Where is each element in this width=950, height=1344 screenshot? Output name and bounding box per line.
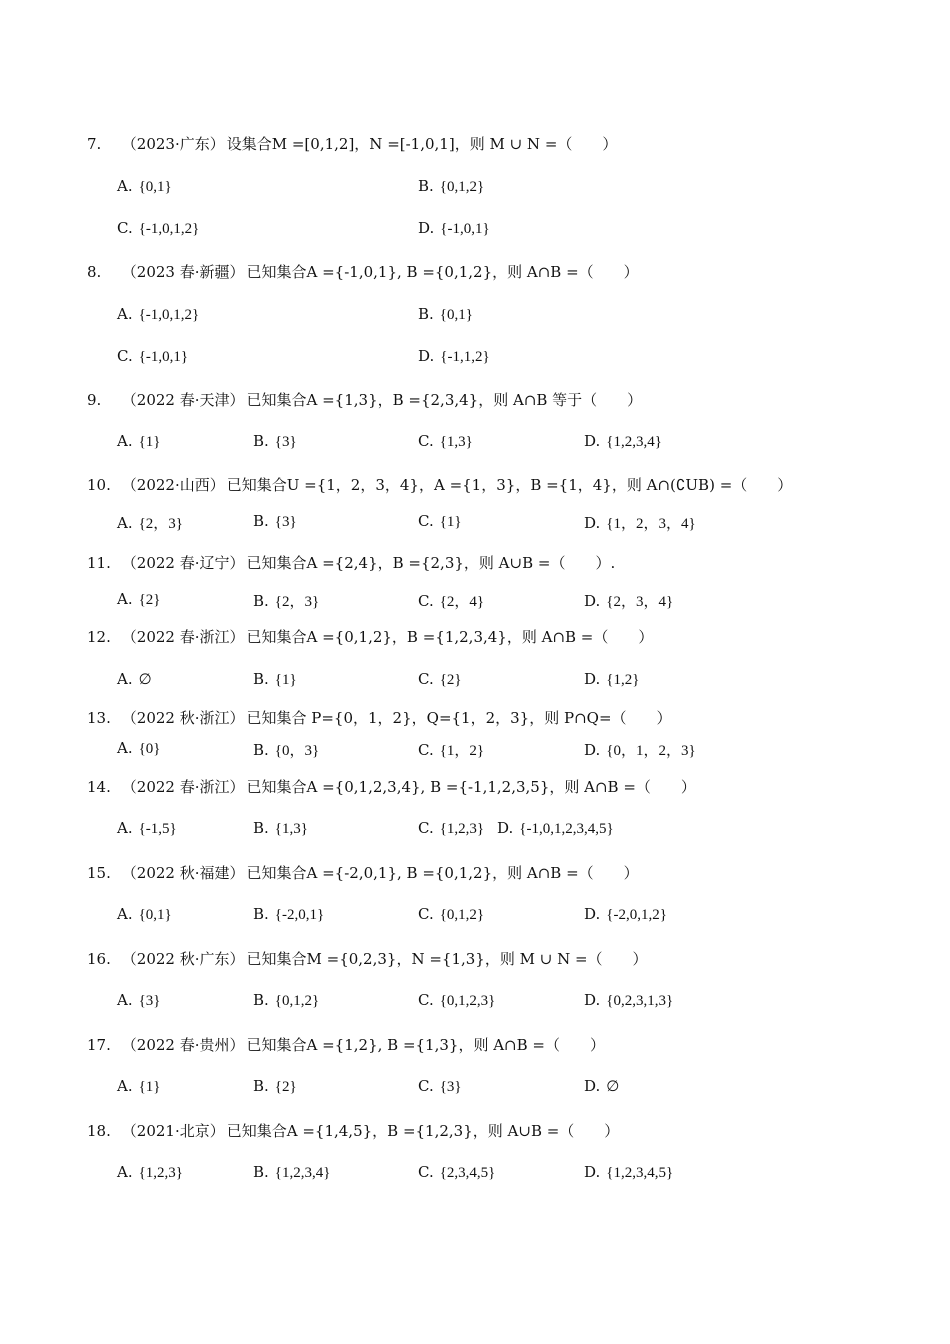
question-15 <box>87 862 639 883</box>
question-13 <box>87 707 672 728</box>
question-11 <box>87 552 615 573</box>
option-c: C. {-1,0,1,2} <box>117 219 200 237</box>
question-10 <box>87 474 792 495</box>
option-a: A. {0,1} <box>117 905 172 923</box>
question-stem: 设集合M =[0,1,2]，N =[-1,0,1]，则 M ∪ N =（ ） <box>226 135 618 153</box>
question-number: 12. <box>87 628 111 646</box>
question-stem: 已知集合 P={0，1，2}，Q={1，2，3}，则 P∩Q=（ ） <box>246 709 672 727</box>
question-stem: 已知集合M ={0,2,3}，N ={1,3}，则 M ∪ N =（ ） <box>246 950 648 968</box>
question-source: （2022 春·天津） <box>121 391 245 409</box>
question-stem: 已知集合A ={1,2}, B ={1,3}，则 A∩B =（ ） <box>246 1036 605 1054</box>
question-9 <box>87 389 642 410</box>
option-c: C. {2，4} <box>418 592 485 610</box>
question-number: 11. <box>87 554 111 572</box>
question-source: （2023·广东） <box>121 135 225 153</box>
question-number: 14. <box>87 778 111 796</box>
question-source: （2022 春·辽宁） <box>121 554 245 572</box>
option-c: C. {1,2,3} <box>418 819 485 837</box>
question-18 <box>87 1120 619 1141</box>
option-d: D. {-1,0,1} <box>418 219 490 237</box>
option-a: A. ∅ <box>117 670 152 688</box>
question-number: 8. <box>87 263 102 281</box>
option-c: C. {1} <box>418 512 462 530</box>
question-stem: 已知集合A ={2,4}，B ={2,3}，则 A∪B =（ ）. <box>246 554 616 572</box>
question-source: （2022 春·浙江） <box>121 628 245 646</box>
option-c: C. {2,3,4,5} <box>418 1163 496 1181</box>
question-number: 9. <box>87 391 102 409</box>
option-a: A. {0,1} <box>117 177 172 195</box>
question-17 <box>87 1034 605 1055</box>
option-b: B. {2，3} <box>253 592 320 610</box>
question-12 <box>87 626 653 647</box>
question-number: 18. <box>87 1122 111 1140</box>
option-d: D. {0,2,3,1,3} <box>584 991 674 1009</box>
question-source: （2021·北京） <box>121 1122 225 1140</box>
option-d: D. {-1,1,2} <box>418 347 490 365</box>
option-b: B. {3} <box>253 512 297 530</box>
question-stem: 已知集合A ={-2,0,1}, B ={0,1,2}，则 A∩B =（ ） <box>246 864 639 882</box>
option-a: A. {-1,0,1,2} <box>117 305 200 323</box>
option-a: A. {0} <box>117 739 161 757</box>
option-a: A. {2} <box>117 590 161 608</box>
question-source: （2022 秋·浙江） <box>121 709 245 727</box>
option-b: B. {0,1} <box>418 305 473 323</box>
question-16 <box>87 948 648 969</box>
option-d: D. {-1,0,1,2,3,4,5} <box>497 819 614 837</box>
question-number: 17. <box>87 1036 111 1054</box>
question-number: 16. <box>87 950 111 968</box>
question-8 <box>87 261 639 282</box>
question-stem: 已知集合A ={-1,0,1}, B ={0,1,2}，则 A∩B =（ ） <box>246 263 639 281</box>
option-b: B. {0,1,2} <box>418 177 485 195</box>
option-c: C. {2} <box>418 670 462 688</box>
option-a: A. {1} <box>117 432 161 450</box>
option-d: D. {1,2,3,4} <box>584 432 662 450</box>
option-a: A. {3} <box>117 991 161 1009</box>
option-b: B. {1} <box>253 670 297 688</box>
option-c: C. {0,1,2} <box>418 905 485 923</box>
question-source: （2022 春·浙江） <box>121 778 245 796</box>
question-number: 13. <box>87 709 111 727</box>
question-14 <box>87 776 696 797</box>
option-c: C. {-1,0,1} <box>117 347 189 365</box>
question-7 <box>87 133 617 154</box>
question-stem: 已知集合A ={0,1,2}，B ={1,2,3,4}，则 A∩B =（ ） <box>246 628 654 646</box>
option-a: A. {-1,5} <box>117 819 177 837</box>
option-b: B. {0,1,2} <box>253 991 320 1009</box>
option-b: B. {1,3} <box>253 819 308 837</box>
question-source: （2022·山西） <box>121 476 225 494</box>
question-stem: 已知集合A ={0,1,2,3,4}, B ={-1,1,2,3,5}，则 A∩B =（ ） <box>246 778 696 796</box>
option-d: D. ∅ <box>584 1077 620 1095</box>
option-c: C. {1，2} <box>418 741 485 759</box>
question-number: 7. <box>87 135 102 153</box>
option-d: D. {1,2,3,4,5} <box>584 1163 674 1181</box>
option-d: D. {0，1，2，3} <box>584 741 696 759</box>
question-stem: 已知集合A ={1,4,5}，B ={1,2,3}，则 A∪B =（ ） <box>226 1122 620 1140</box>
option-c: C. {1,3} <box>418 432 473 450</box>
option-d: D. {-2,0,1,2} <box>584 905 667 923</box>
option-a: A. {2，3} <box>117 514 184 532</box>
option-b: B. {1,2,3,4} <box>253 1163 331 1181</box>
question-source: （2022 秋·福建） <box>121 864 245 882</box>
option-b: B. {0，3} <box>253 741 320 759</box>
question-source: （2022 秋·广东） <box>121 950 245 968</box>
option-d: D. {1,2} <box>584 670 640 688</box>
option-a: A. {1} <box>117 1077 161 1095</box>
option-b: B. {-2,0,1} <box>253 905 325 923</box>
question-stem: 已知集合U ={1，2，3，4}，A ={1，3}，B ={1，4}，则 A∩(∁UB) =（ ） <box>226 476 793 494</box>
question-stem: 已知集合A ={1,3}，B ={2,3,4}，则 A∩B 等于（ ） <box>246 391 643 409</box>
option-a: A. {1,2,3} <box>117 1163 184 1181</box>
question-number: 15. <box>87 864 111 882</box>
option-b: B. {2} <box>253 1077 297 1095</box>
question-source: （2023 春·新疆） <box>121 263 245 281</box>
option-b: B. {3} <box>253 432 297 450</box>
question-number: 10. <box>87 476 111 494</box>
option-d: D. {1，2，3，4} <box>584 514 696 532</box>
option-c: C. {3} <box>418 1077 462 1095</box>
option-d: D. {2，3，4} <box>584 592 674 610</box>
option-c: C. {0,1,2,3} <box>418 991 496 1009</box>
question-source: （2022 春·贵州） <box>121 1036 245 1054</box>
